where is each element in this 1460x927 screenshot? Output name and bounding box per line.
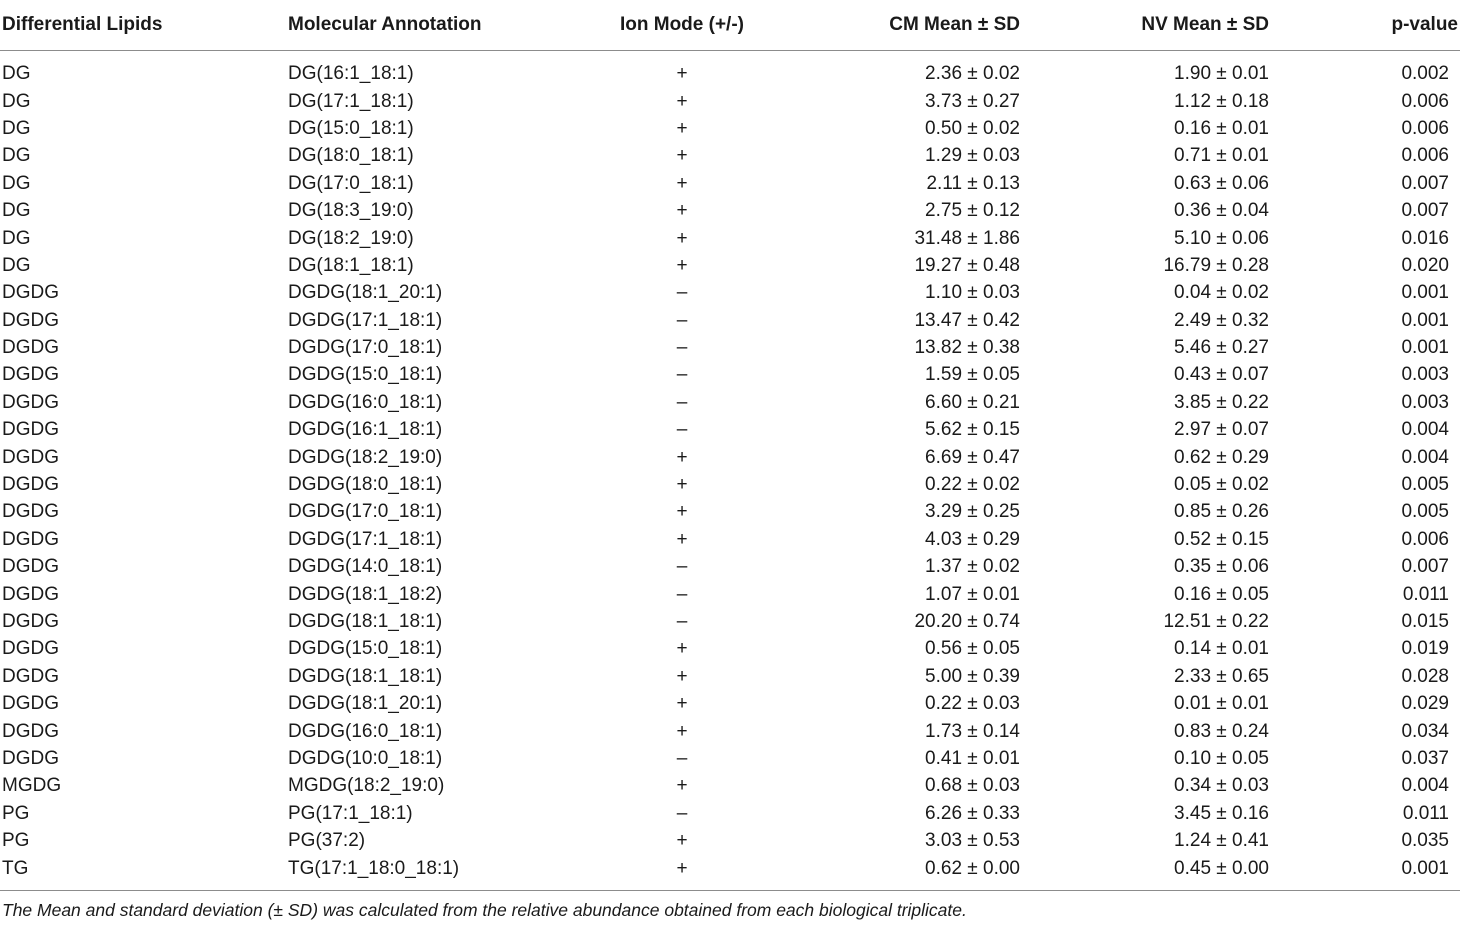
cell-molecular-annotation: DGDG(15:0_18:1) [288,364,443,386]
cell-nv-mean-sd: 0.36 ± 0.04 [1174,200,1269,222]
table-row [0,115,1460,142]
table-row [0,772,1460,799]
cell-lipid-class: DGDG [2,747,59,769]
cell-ion-mode: – [676,583,688,605]
cell-lipid-class: DG [2,254,31,276]
cell-cm-mean-sd: 6.69 ± 0.47 [925,446,1020,468]
cell-ion-mode: – [676,419,688,441]
table-row [0,580,1460,607]
cell-ion-mode: + [676,227,688,249]
header-ion-mode: Ion Mode (+/-) [582,0,782,51]
cell-lipid-class: DG [2,63,31,85]
cell-cm-mean-sd: 1.37 ± 0.02 [925,556,1020,578]
cell-ion-mode: + [676,501,688,523]
cell-lipid-class: DG [2,90,31,112]
cell-p-value: 0.001 [1279,854,1460,890]
cell-lipid-class: DG [2,172,31,194]
cell-nv-mean-sd: 0.43 ± 0.07 [1174,364,1269,386]
cell-nv-mean-sd: 2.97 ± 0.07 [1174,419,1269,441]
table-footnote: The Mean and standard deviation (± SD) was calculated from the relative abundance obtained from each biological triplicate. [2,899,967,920]
cell-p-value: 0.007 [1401,556,1449,578]
cell-ion-mode: – [676,802,688,824]
cell-molecular-annotation: DGDG(18:1_18:2) [288,583,443,605]
cell-molecular-annotation: DG(16:1_18:1) [288,63,414,85]
cell-nv-mean-sd: 2.49 ± 0.32 [1174,309,1269,331]
cell-nv-mean-sd: 0.16 ± 0.01 [1174,117,1269,139]
cell-lipid-class: DGDG [2,364,59,386]
cell-ion-mode: + [676,145,688,167]
cell-ion-mode: + [676,117,688,139]
table-row [0,854,1460,890]
cell-nv-mean-sd: 0.10 ± 0.05 [1174,747,1269,769]
cell-p-value: 0.004 [1401,775,1449,797]
cell-molecular-annotation: DG(18:1_18:1) [288,254,414,276]
cell-cm-mean-sd: 2.11 ± 0.13 [926,172,1020,194]
cell-cm-mean-sd: 0.41 ± 0.01 [925,747,1020,769]
cell-molecular-annotation: DG(17:1_18:1) [288,90,414,112]
cell-nv-mean-sd: 16.79 ± 0.28 [1163,254,1269,276]
table-row [0,800,1460,827]
cell-molecular-annotation: DGDG(17:0_18:1) [288,337,443,359]
cell-cm-mean-sd: 4.03 ± 0.29 [925,528,1020,550]
cell-ion-mode: + [676,254,688,276]
table-row [0,498,1460,525]
table-row [0,827,1460,854]
cell-molecular-annotation: DGDG(10:0_18:1) [288,747,443,769]
cell-lipid-class: DG [2,145,31,167]
cell-cm-mean-sd: 2.75 ± 0.12 [925,200,1020,222]
cell-lipid-class: DGDG [2,446,59,468]
cell-ion-mode: + [676,446,688,468]
cell-molecular-annotation: DGDG(14:0_18:1) [288,556,443,578]
table-row [0,197,1460,224]
cell-p-value: 0.006 [1401,145,1449,167]
cell-p-value: 0.037 [1401,747,1449,769]
table-row [0,87,1460,114]
cell-lipid-class: DGDG [2,583,59,605]
table-row [0,471,1460,498]
cell-p-value: 0.007 [1401,200,1449,222]
cell-lipid-class: DG [2,227,31,249]
cell-nv-mean-sd: 0.01 ± 0.01 [1174,693,1269,715]
cell-p-value: 0.015 [1401,611,1449,632]
cell-p-value: 0.007 [1401,172,1449,194]
table-row [0,553,1460,580]
cell-lipid-class: DGDG [2,556,59,578]
cell-lipid-class: DGDG [2,665,59,687]
table-row [0,170,1460,197]
cell-molecular-annotation: DGDG(18:1_20:1) [288,282,443,304]
cell-p-value: 0.003 [1401,364,1449,386]
header-molecular-annotation: Molecular Annotation [286,0,582,51]
table-row [0,663,1460,690]
header-cm-mean-sd: CM Mean ± SD [782,0,1030,51]
cell-lipid-class: DGDG [2,474,59,496]
cell-molecular-annotation: PG(17:1_18:1) [288,802,413,824]
cell-nv-mean-sd: 0.35 ± 0.06 [1174,556,1269,578]
cell-cm-mean-sd: 3.03 ± 0.53 [925,830,1020,852]
table-row [0,416,1460,443]
cell-lipid-class: DGDG [2,419,59,441]
cell-cm-mean-sd: 0.56 ± 0.05 [925,638,1020,660]
cell-cm-mean-sd: 13.82 ± 0.38 [914,337,1020,359]
cell-p-value: 0.006 [1401,90,1449,112]
table-row [0,279,1460,306]
cell-lipid-class: MGDG [2,775,62,797]
cell-cm-mean-sd: 0.22 ± 0.03 [925,693,1020,715]
cell-ion-mode: – [676,282,688,304]
cell-lipid-class: DG [2,200,31,222]
cell-ion-mode: + [676,665,688,687]
cell-lipid-class: DGDG [2,282,59,304]
cell-nv-mean-sd: 5.10 ± 0.06 [1174,227,1269,249]
cell-cm-mean-sd: 2.36 ± 0.02 [925,63,1020,85]
cell-lipid-class: DGDG [2,501,59,523]
cell-cm-mean-sd: 19.27 ± 0.48 [914,254,1020,276]
cell-p-value: 0.035 [1401,830,1449,852]
cell-p-value: 0.011 [1402,583,1449,605]
cell-ion-mode: + [582,854,782,890]
cell-cm-mean-sd: 1.73 ± 0.14 [925,720,1020,742]
table-row [0,252,1460,279]
cell-ion-mode: + [676,638,688,660]
cell-nv-mean-sd: 2.33 ± 0.65 [1174,665,1269,687]
table-row [0,717,1460,744]
cell-lipid-class: DGDG [2,611,59,632]
cell-molecular-annotation: DGDG(17:1_18:1) [288,528,443,550]
table-header [0,0,1460,51]
cell-ion-mode: – [676,309,688,331]
cell-nv-mean-sd: 3.85 ± 0.22 [1174,391,1269,413]
cell-cm-mean-sd: 6.60 ± 0.21 [925,391,1020,413]
table-row [0,389,1460,416]
cell-cm-mean-sd: 13.47 ± 0.42 [914,309,1020,331]
cell-molecular-annotation: DGDG(17:1_18:1) [288,309,443,331]
cell-nv-mean-sd: 1.90 ± 0.01 [1174,63,1269,85]
cell-nv-mean-sd: 1.12 ± 0.18 [1174,90,1269,112]
cell-molecular-annotation: MGDG(18:2_19:0) [288,775,445,797]
cell-lipid-class: DGDG [2,693,59,715]
cell-nv-mean-sd: 0.16 ± 0.05 [1174,583,1269,605]
cell-ion-mode: + [676,172,688,194]
cell-molecular-annotation: DGDG(18:1_20:1) [288,693,443,715]
table-row [0,224,1460,251]
cell-ion-mode: + [676,528,688,550]
cell-p-value: 0.006 [1401,528,1449,550]
cell-molecular-annotation: DGDG(18:1_18:1) [288,665,443,687]
cell-cm-mean-sd: 5.62 ± 0.15 [925,419,1020,441]
cell-nv-mean-sd: 0.14 ± 0.01 [1174,638,1269,660]
cell-molecular-annotation: DGDG(16:1_18:1) [288,419,443,441]
header-row [0,0,1460,51]
cell-lipid-class: PG [2,830,30,852]
cell-cm-mean-sd: 0.62 ± 0.00 [782,854,1030,890]
cell-nv-mean-sd: 0.62 ± 0.29 [1174,446,1269,468]
cell-ion-mode: + [676,830,688,852]
table-row [0,690,1460,717]
table-row [0,142,1460,169]
cell-ion-mode: + [676,63,688,85]
cell-lipid-class: DGDG [2,337,59,359]
cell-lipid-class: PG [2,802,30,824]
cell-cm-mean-sd: 3.29 ± 0.25 [925,501,1020,523]
cell-p-value: 0.011 [1402,802,1449,824]
cell-p-value: 0.002 [1401,63,1449,85]
header-nv-mean-sd: NV Mean ± SD [1030,0,1279,51]
table-row [0,361,1460,388]
cell-p-value: 0.001 [1401,282,1449,304]
table-row [0,608,1460,635]
cell-ion-mode: + [676,90,688,112]
cell-nv-mean-sd: 0.85 ± 0.26 [1174,501,1269,523]
cell-p-value: 0.016 [1401,227,1449,249]
cell-lipid-class: DGDG [2,720,59,742]
cell-molecular-annotation: PG(37:2) [288,830,366,852]
cell-cm-mean-sd: 3.73 ± 0.27 [925,90,1020,112]
cell-molecular-annotation: DGDG(17:0_18:1) [288,501,443,523]
cell-molecular-annotation: DGDG(18:0_18:1) [288,474,443,496]
cell-nv-mean-sd: 12.51 ± 0.22 [1163,611,1269,632]
cell-p-value: 0.020 [1401,254,1449,276]
cell-molecular-annotation: DG(18:2_19:0) [288,227,414,249]
cell-ion-mode: – [676,337,688,359]
cell-ion-mode: – [676,364,688,386]
cell-p-value: 0.003 [1401,391,1449,413]
cell-nv-mean-sd: 0.63 ± 0.06 [1174,172,1269,194]
cell-cm-mean-sd: 0.22 ± 0.02 [925,474,1020,496]
cell-p-value: 0.005 [1401,474,1449,496]
table-row [0,51,1460,88]
cell-molecular-annotation: TG(17:1_18:0_18:1) [286,854,582,890]
cell-lipid-class: TG [0,854,286,890]
cell-ion-mode: – [676,556,688,578]
cell-ion-mode: – [676,391,688,413]
cell-ion-mode: – [676,747,688,769]
cell-molecular-annotation: DGDG(16:0_18:1) [288,720,443,742]
header-p-value: p-value [1279,0,1460,51]
cell-nv-mean-sd: 1.24 ± 0.41 [1174,830,1269,852]
cell-molecular-annotation: DG(18:0_18:1) [288,145,414,167]
cell-cm-mean-sd: 1.10 ± 0.03 [925,282,1020,304]
cell-p-value: 0.034 [1401,720,1449,742]
cell-cm-mean-sd: 1.07 ± 0.01 [925,583,1020,605]
cell-lipid-class: DGDG [2,528,59,550]
cell-nv-mean-sd: 0.34 ± 0.03 [1174,775,1269,797]
cell-nv-mean-sd: 0.05 ± 0.02 [1174,474,1269,496]
cell-lipid-class: DGDG [2,391,59,413]
cell-p-value: 0.006 [1401,117,1449,139]
cell-p-value: 0.001 [1401,309,1449,331]
table-row [0,745,1460,772]
table-row [0,526,1460,553]
cell-p-value: 0.028 [1401,665,1449,687]
cell-molecular-annotation: DG(17:0_18:1) [288,172,414,194]
cell-nv-mean-sd: 5.46 ± 0.27 [1174,337,1269,359]
cell-nv-mean-sd: 0.45 ± 0.00 [1030,854,1279,890]
cell-cm-mean-sd: 0.50 ± 0.02 [925,117,1020,139]
cell-p-value: 0.029 [1401,693,1449,715]
cell-lipid-class: DGDG [2,309,59,331]
cell-cm-mean-sd: 1.29 ± 0.03 [925,145,1020,167]
cell-p-value: 0.001 [1401,337,1449,359]
cell-p-value: 0.004 [1401,446,1449,468]
cell-ion-mode: + [676,693,688,715]
cell-lipid-class: DGDG [2,638,59,660]
cell-ion-mode: + [676,775,688,797]
table-row [0,443,1460,470]
cell-molecular-annotation: DGDG(15:0_18:1) [288,638,443,660]
table-row [0,635,1460,662]
header-differential-lipids: Differential Lipids [0,0,286,51]
table-row [0,307,1460,334]
cell-molecular-annotation: DG(15:0_18:1) [288,117,414,139]
cell-ion-mode: + [676,720,688,742]
cell-molecular-annotation: DGDG(18:1_18:1) [288,611,443,632]
cell-cm-mean-sd: 5.00 ± 0.39 [925,665,1020,687]
cell-cm-mean-sd: 0.68 ± 0.03 [925,775,1020,797]
table-body [0,51,1460,891]
cell-nv-mean-sd: 0.83 ± 0.24 [1174,720,1269,742]
cell-molecular-annotation: DG(18:3_19:0) [288,200,414,222]
cell-molecular-annotation: DGDG(18:2_19:0) [288,446,443,468]
cell-ion-mode: + [676,474,688,496]
cell-nv-mean-sd: 0.52 ± 0.15 [1174,528,1269,550]
table-row [0,334,1460,361]
cell-nv-mean-sd: 3.45 ± 0.16 [1174,802,1269,824]
cell-nv-mean-sd: 0.71 ± 0.01 [1174,145,1269,167]
cell-cm-mean-sd: 1.59 ± 0.05 [925,364,1020,386]
cell-p-value: 0.005 [1401,501,1449,523]
cell-p-value: 0.004 [1401,419,1449,441]
cell-nv-mean-sd: 0.04 ± 0.02 [1174,282,1269,304]
cell-molecular-annotation: DGDG(16:0_18:1) [288,391,443,413]
cell-ion-mode: + [676,200,688,222]
cell-p-value: 0.019 [1401,638,1449,660]
cell-lipid-class: DG [2,117,31,139]
cell-cm-mean-sd: 31.48 ± 1.86 [914,227,1020,249]
cell-ion-mode: – [676,611,688,632]
cell-cm-mean-sd: 20.20 ± 0.74 [914,611,1020,632]
cell-cm-mean-sd: 6.26 ± 0.33 [925,802,1020,824]
